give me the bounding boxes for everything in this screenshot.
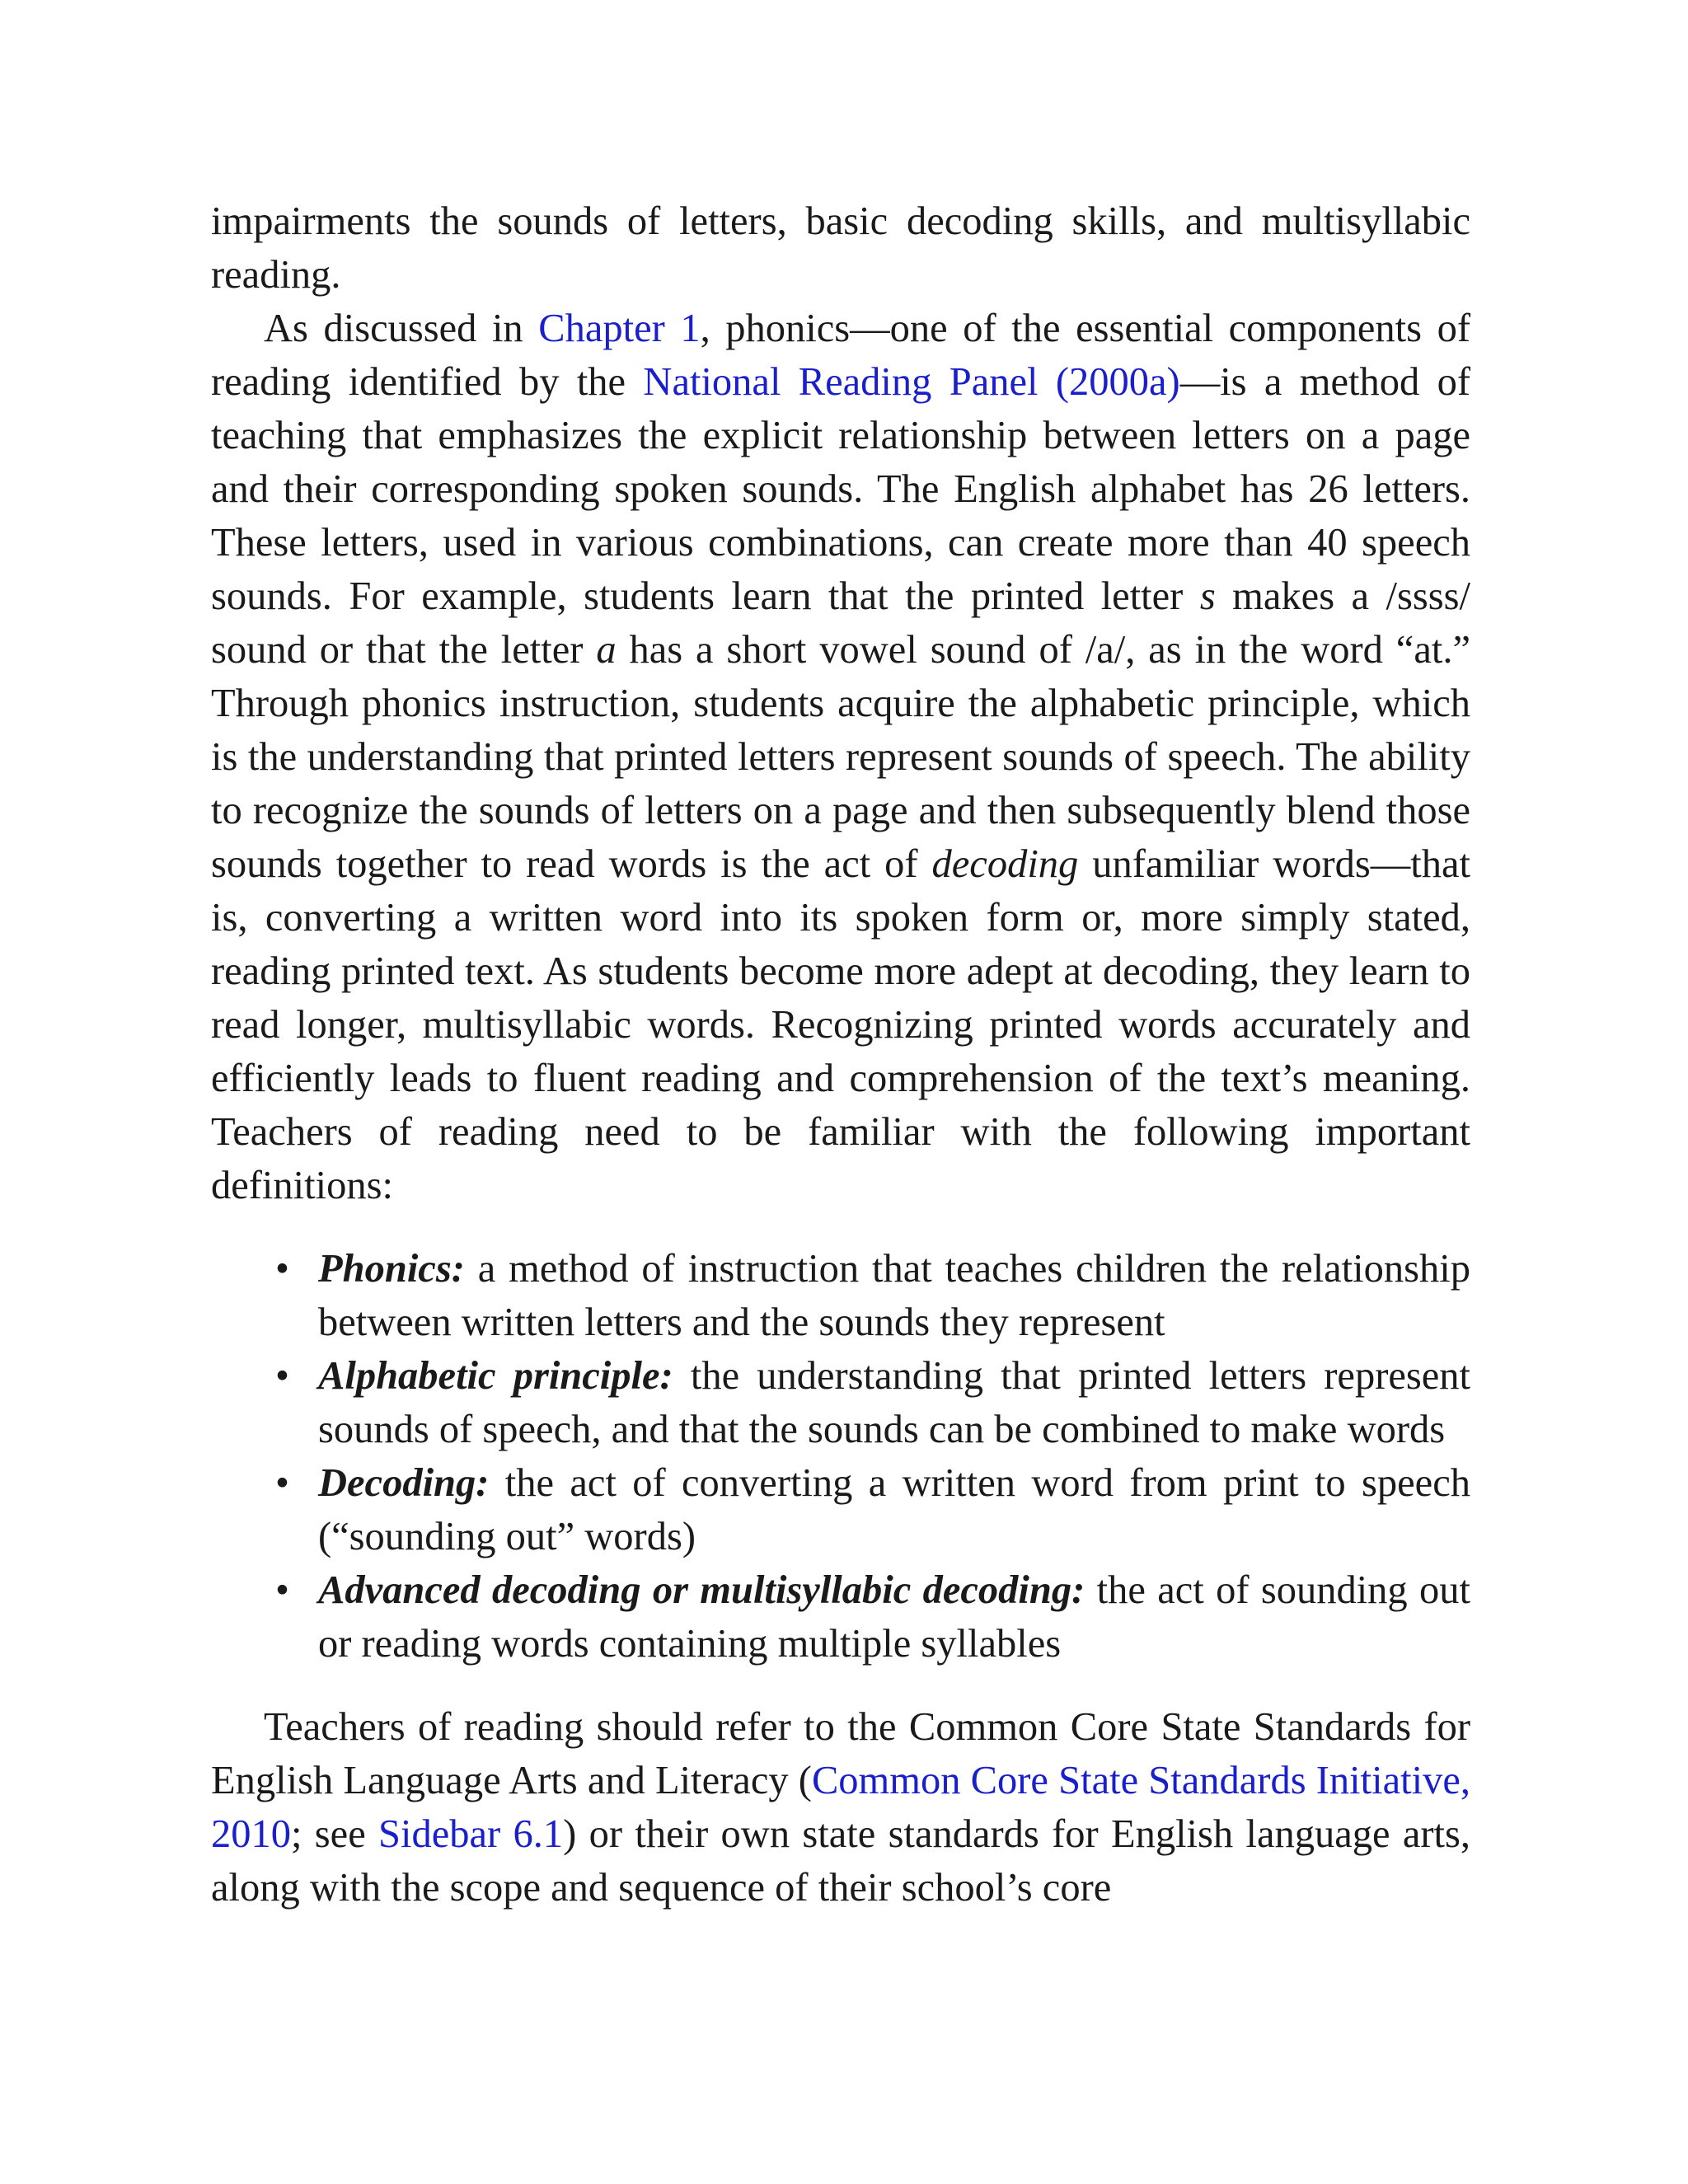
italic-letter-a: a <box>596 628 617 672</box>
italic-letter-s: s <box>1199 574 1216 618</box>
paragraph-text: Teachers of reading should refer to the Common Core State Standards for English Language Arts and Literacy ( <box>211 1705 1470 1802</box>
paragraph-text: makes a /ssss/ sound or that the letter <box>211 574 1470 672</box>
paragraph-text: has a short vowel sound of /a/, as in the word “at.” Through phonics instruction, students acquire the alphabetic principle, which is the understanding that printed letters represent sounds of speech. The ability to recognize the sounds of letters on a page and then subsequently blend those sounds together to read words is the act of <box>211 628 1470 886</box>
definition-item <box>318 1242 1470 1349</box>
paragraph-text: —is a method of teaching that emphasizes the explicit relationship between letters on a page and their corresponding spoken sounds. The English alphabet has 26 letters. These letters, used in various combinations, can create more than 40 speech sounds. For example, students learn that the printed letter <box>211 360 1470 618</box>
national-reading-panel-link[interactable]: National Reading Panel (2000a) <box>643 360 1180 404</box>
definition-term: Decoding: <box>318 1461 490 1505</box>
paragraph-text: unfamiliar words—that is, converting a written word into its spoken form or, more simply stated, reading printed text. As students become more adept at decoding, they learn to read longer, multisyllabic words. Recognizing printed words accurately and efficiently leads to fluent reading and comprehension of the text’s meaning. Teachers of reading need to be familiar with the following important definitions: <box>211 842 1470 1207</box>
definition-item <box>318 1349 1470 1456</box>
italic-decoding: decoding <box>931 842 1079 886</box>
chapter-1-link[interactable]: Chapter 1 <box>538 307 701 350</box>
common-core-link[interactable]: Common Core State Standards Initiative, 2010 <box>211 1759 1470 1856</box>
definition-item <box>318 1563 1470 1671</box>
definition-term: Advanced decoding or multisyllabic decoding: <box>318 1568 1085 1612</box>
sidebar-6-1-link[interactable]: Sidebar 6.1 <box>378 1812 564 1856</box>
intro-paragraph: impairments the sounds of letters, basic decoding skills, and multisyllabic reading. <box>211 199 1470 297</box>
definition-term: Phonics: <box>318 1247 465 1291</box>
definition-item <box>318 1456 1470 1563</box>
definitions-list <box>211 1242 1470 1671</box>
paragraph-text: As discussed in <box>264 307 539 350</box>
definition-text: the understanding that printed letters represent sounds of speech, and that the sounds can be combined to make words <box>318 1354 1470 1451</box>
paragraph-text: , phonics—one of the essential components of reading identified by the <box>211 307 1471 404</box>
paragraph-text: ) or their own state standards for English language arts, along with the scope and sequence of their school’s core <box>211 1812 1471 1910</box>
paragraph-text: ; see <box>291 1812 379 1856</box>
document-page <box>211 194 1470 1915</box>
phonics-paragraph <box>211 302 1470 1212</box>
definition-text: the act of sounding out or reading words containing multiple syllables <box>318 1568 1470 1666</box>
definition-term: Alphabetic principle: <box>318 1354 673 1398</box>
definition-text: the act of converting a written word from print to speech (“sounding out” words) <box>318 1461 1470 1558</box>
standards-paragraph <box>211 1700 1470 1915</box>
definition-text: a method of instruction that teaches children the relationship between written letters and the sounds they represent <box>318 1247 1470 1344</box>
